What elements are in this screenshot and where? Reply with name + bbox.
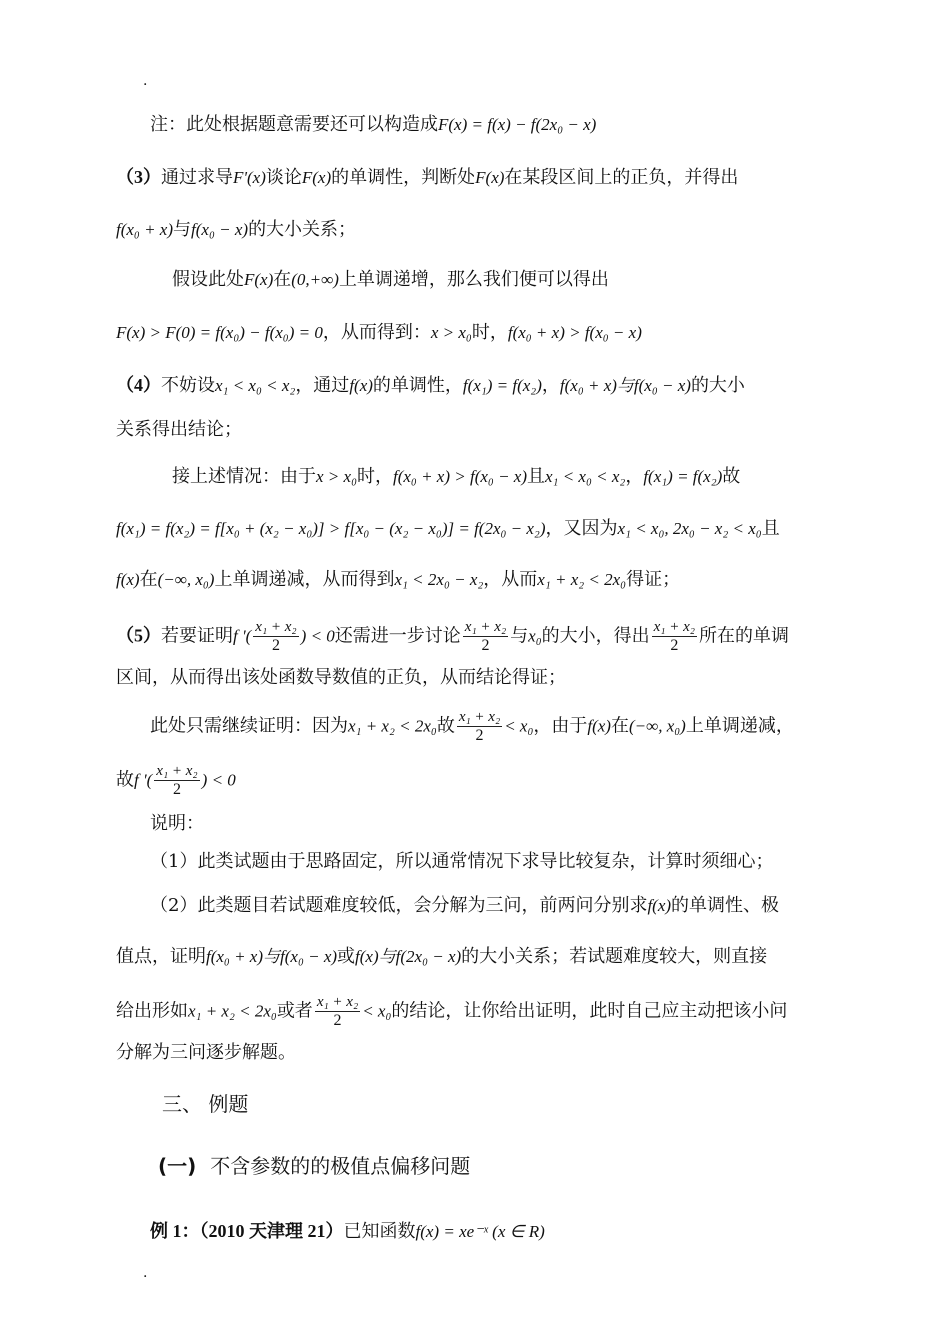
continue-formula: f(x₀ + x) > f(x₀ − x) — [392, 467, 527, 486]
proof-text: 此处只需继续证明：因为 — [150, 715, 348, 737]
step4-text: ， — [541, 375, 560, 396]
fraction — [457, 708, 502, 745]
step4-text: 不妨设 — [161, 375, 215, 396]
continue-text: 时， — [356, 466, 393, 487]
assume-text: ，从而得到： — [322, 322, 431, 343]
step5-line2 — [116, 666, 566, 690]
explain-item-text: 或 — [337, 946, 356, 967]
assume-line2 — [116, 321, 642, 345]
continue-text: 且 — [527, 466, 545, 487]
continue-text: 接上述情况：由于 — [172, 466, 316, 487]
fraction — [463, 618, 508, 655]
assume-formula: (0,+∞) — [291, 270, 339, 289]
explain-item2-line1 — [150, 894, 779, 918]
assume-formula: x > x₀ — [430, 323, 472, 342]
continue-formula: f(x₁) = f(x₂) = f[x₀ + (x₂ − x₀)] > f[x₀ − (x₂ − x₀)] = f(2x₀ − x₂) — [116, 519, 546, 538]
explain-item1 — [150, 850, 773, 874]
step5-text: 还需进一步讨论 — [334, 625, 461, 647]
step3-line2 — [116, 218, 356, 242]
continue-formula: x₁ + x₂ < 2x₀ — [537, 570, 627, 589]
assume-formula: F(x) > F(0) = f(x₀) − f(x₀) = 0 — [116, 323, 323, 342]
subsection-heading — [158, 1150, 470, 1179]
step4-text: 的大小 — [690, 375, 745, 396]
assume-text: 时， — [471, 322, 508, 343]
explain-label-text: 说明： — [150, 813, 204, 834]
explain-item-text: （2）此类题目若试题难度较低，会分解为三问，前两问分别求 — [150, 895, 648, 916]
step3-text: 在某段区间上的正负，并得出 — [504, 167, 739, 188]
step3-text: 与 — [173, 219, 192, 240]
step5-formula: ) < 0 — [300, 626, 335, 646]
fraction-numerator: x₁ + x₂ — [464, 619, 507, 635]
fraction-numerator: x₁ + x₂ — [156, 763, 198, 779]
explain-item-text: 的单调性、极 — [671, 895, 780, 916]
step5-text: 区间，从而得出该处函数导数值的正负，从而结论得证； — [116, 667, 566, 688]
step4-formula: f(x) — [349, 376, 373, 395]
continue-case-line2 — [116, 517, 780, 541]
example1-line — [150, 1219, 545, 1244]
step5-text: 的大小，得出 — [541, 625, 650, 647]
continue-text: 且 — [761, 518, 780, 539]
step3-label: （3） — [116, 167, 161, 187]
step4-formula: f(x₁) = f(x₂) — [462, 376, 542, 395]
explain-item2-line2 — [116, 945, 767, 969]
proof-formula: f '( — [134, 770, 153, 790]
step5-text: 若要证明 — [161, 625, 233, 647]
proof-text: 故 — [436, 715, 455, 737]
continue-formula: x > x₀ — [316, 467, 357, 486]
continue-proof-line2 — [116, 762, 236, 799]
step5-text: 所在的单调 — [699, 625, 790, 647]
continue-text: ，从而 — [483, 569, 538, 590]
fraction-numerator: x₁ + x₂ — [255, 619, 297, 635]
step5-formula: x₀ — [528, 626, 542, 646]
section-heading: 三、 例题 — [162, 1092, 249, 1116]
step4-line1 — [116, 373, 745, 398]
explain-item-text: 给出形如 — [116, 1000, 188, 1022]
explain-item2-line4 — [116, 1041, 296, 1065]
note-line — [150, 113, 596, 137]
step4-formula: f(x₀ + x)与f(x₀ − x) — [559, 376, 691, 395]
continue-case-line3 — [116, 568, 680, 592]
continue-text: 得证； — [626, 569, 681, 590]
explain-item2-line3 — [116, 993, 787, 1030]
step3-line1 — [116, 165, 738, 190]
explain-formula: f(x)与f(2x₀ − x) — [355, 947, 462, 966]
explain-formula: f(x) — [647, 896, 672, 915]
explain-item-text: 的结论，让你给出证明，此时自己应主动把该小问 — [391, 1000, 788, 1022]
step3-text: 的单调性，判断处 — [331, 167, 476, 188]
explain-label — [150, 812, 204, 836]
continue-formula: (−∞, x₀) — [157, 570, 215, 589]
continue-text: 在 — [139, 569, 158, 590]
step3-formula: F(x) — [475, 168, 505, 187]
example-source: （2010 天津理 21） — [199, 1221, 344, 1241]
step5-text: 与 — [510, 625, 529, 647]
example-label: 例 1： — [150, 1221, 200, 1241]
proof-formula: < x₀ — [504, 716, 534, 736]
fraction-denominator: 2 — [475, 727, 484, 744]
continue-text: ， — [625, 466, 644, 487]
assume-formula: F(x) — [244, 270, 274, 289]
fraction-numerator: x₁ + x₂ — [316, 994, 359, 1010]
proof-text: 上单调递减， — [685, 715, 794, 737]
step3-formula: f(x₀ − x) — [191, 220, 249, 239]
fraction-denominator: 2 — [333, 1012, 342, 1029]
note-formula: F(x) = f(x) − f(2x₀ − x) — [438, 115, 597, 134]
step3-formula: f(x₀ + x) — [116, 220, 174, 239]
continue-case-line1 — [172, 465, 740, 489]
step3-text: 的大小关系； — [248, 219, 357, 240]
assume-text: 假设此处 — [172, 269, 244, 290]
proof-text: 在 — [610, 715, 629, 737]
example-formula: f(x) = xe⁻ˣ (x ∈ R) — [415, 1222, 545, 1241]
assume-text: 在 — [273, 269, 292, 290]
step4-formula: x₁ < x₀ < x₂ — [215, 376, 296, 395]
step4-text: 的单调性， — [372, 375, 463, 396]
continue-formula: f(x) — [116, 570, 140, 589]
subsection-title: 不含参数的的极值点偏移问题 — [210, 1154, 471, 1178]
fraction-numerator: x₁ + x₂ — [458, 709, 501, 725]
step3-text: 通过求导 — [161, 167, 233, 188]
step4-line2 — [116, 418, 242, 442]
continue-formula: f(x₁) = f(x₂) — [643, 467, 723, 486]
continue-text: 上单调递减，从而得到 — [214, 569, 395, 590]
continue-text: 故 — [722, 466, 741, 487]
fraction — [253, 618, 298, 655]
assume-formula: f(x₀ + x) > f(x₀ − x) — [507, 323, 642, 342]
fraction-denominator: 2 — [481, 637, 490, 654]
proof-formula: f(x) — [587, 716, 611, 736]
step3-formula: F(x) — [301, 168, 332, 187]
continue-formula: x₁ < 2x₀ − x₂ — [394, 570, 484, 589]
step4-label: （4） — [116, 375, 161, 395]
step3-formula: F'(x) — [233, 168, 266, 187]
note-text: 注：此处根据题意需要还可以构造成 — [150, 114, 438, 135]
proof-formula: ) < 0 — [201, 770, 236, 790]
assume-line1 — [172, 268, 609, 292]
step3-text: 谈论 — [265, 167, 302, 188]
fraction-numerator: x₁ + x₂ — [653, 619, 696, 635]
proof-formula: x₁ + x₂ < 2x₀ — [348, 716, 437, 736]
step4-text: ，通过 — [295, 375, 350, 396]
proof-text: ，由于 — [533, 715, 588, 737]
fraction — [154, 762, 199, 799]
explain-item-text: （1）此类试题由于思路固定，所以通常情况下求导比较复杂，计算时须细心； — [150, 851, 774, 872]
step4-text: 关系得出结论； — [116, 419, 242, 440]
decorative-dot: · — [143, 77, 148, 93]
fraction-denominator: 2 — [271, 637, 280, 654]
continue-text: ，又因为 — [545, 518, 618, 539]
explain-formula: x₁ + x₂ < 2x₀ — [188, 1001, 277, 1021]
proof-text: 故 — [116, 769, 134, 791]
fraction — [315, 993, 360, 1030]
explain-item-text: 或者 — [276, 1000, 313, 1022]
proof-formula: (−∞, x₀) — [628, 716, 686, 736]
continue-proof-line1 — [150, 708, 794, 745]
fraction-denominator: 2 — [172, 781, 181, 798]
step5-label: （5） — [116, 625, 161, 646]
continue-formula: x₁ < x₀ < x₂ — [545, 467, 626, 486]
explain-item-text: 的大小关系；若试题难度较大，则直接 — [461, 946, 768, 967]
decorative-dot: · — [143, 1269, 148, 1285]
explain-item-text: 值点，证明 — [116, 946, 206, 967]
explain-item-text: 分解为三问逐步解题。 — [116, 1042, 296, 1063]
step5-formula: f '( — [233, 626, 252, 646]
subsection-label: (一) — [158, 1154, 197, 1178]
step5-line1 — [116, 618, 789, 655]
explain-formula: < x₀ — [362, 1001, 392, 1021]
fraction — [652, 618, 697, 655]
continue-formula: x₁ < x₀, 2x₀ − x₂ < x₀ — [617, 519, 762, 538]
explain-formula: f(x₀ + x)与f(x₀ − x) — [206, 947, 338, 966]
assume-text: 上单调递增，那么我们便可以得出 — [338, 269, 609, 290]
example-text: 已知函数 — [343, 1221, 416, 1242]
fraction-denominator: 2 — [670, 637, 679, 654]
